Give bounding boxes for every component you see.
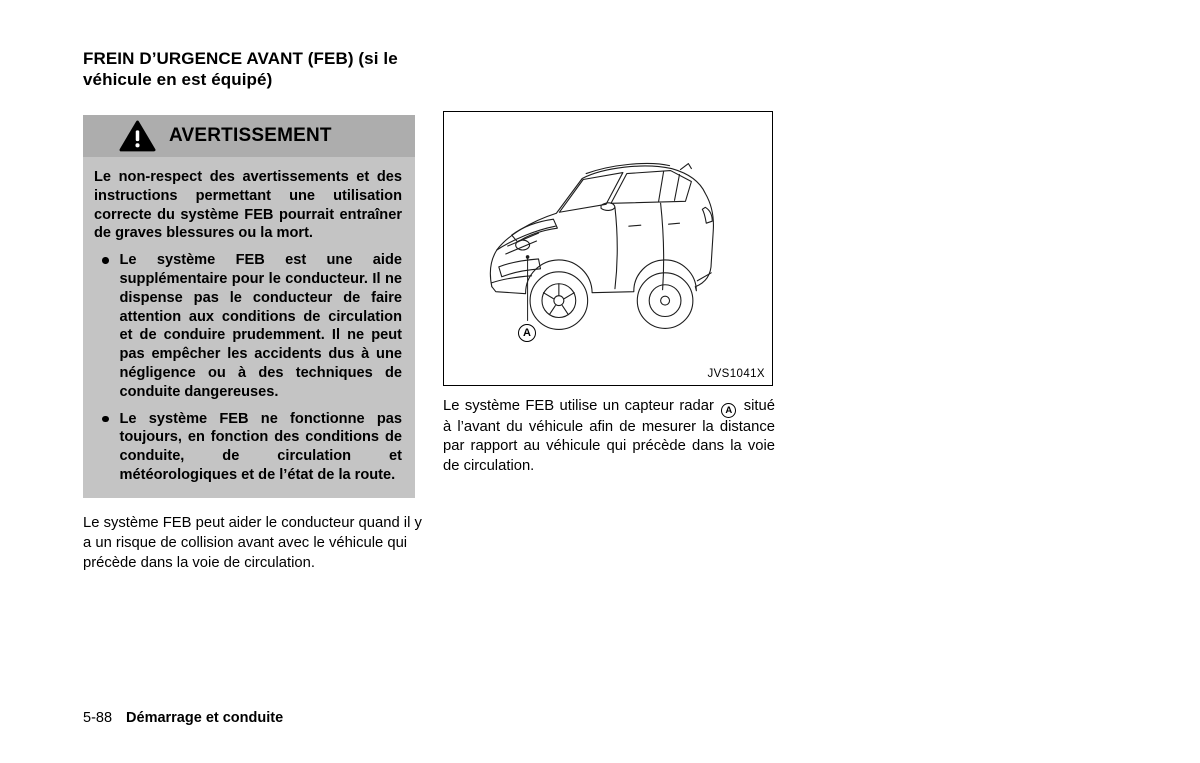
body-paragraph: Le système FEB peut aider le conducteur quand il y a un risque de collision avant avec le véhicule qui précède dans la voie de circulation. (83, 514, 422, 571)
warning-bullet-item (94, 251, 402, 401)
warning-header (83, 115, 415, 157)
bullet-dot-icon (102, 257, 109, 264)
callout-a-badge: A (518, 324, 536, 342)
page-number: 5-88 (83, 710, 113, 726)
warning-box (83, 115, 415, 498)
right-column (443, 111, 775, 476)
page-footer (83, 710, 283, 726)
figure-frame (443, 111, 773, 386)
page-title: FREIN D’URGENCE AVANT (FEB) (si le véhicule en est équipé) (83, 49, 398, 89)
warning-body (83, 157, 415, 498)
warning-intro-text: Le non-respect des avertissements et des instructions permettant une utilisation correcte du système FEB pourrait entraîner de graves blessures ou la mort. (94, 169, 402, 242)
warning-bullet-text: Le système FEB ne fonctionne pas toujours, en fonction des conditions de conduite, de circulation et météorologiques et de l’état de la route. (119, 410, 402, 483)
figure-code: JVS1041X (707, 368, 765, 380)
bullet-dot-icon (102, 416, 109, 423)
warning-title: AVERTISSEMENT (169, 125, 332, 146)
left-column (83, 48, 433, 573)
car-illustration (444, 112, 772, 385)
figure-caption-post: situé à l’avant du véhicule afin de mesurer la distance par rapport au véhicule qui précède dans la voie de circulation. (443, 398, 775, 474)
warning-bullet-item (94, 410, 402, 485)
warning-bullet-text: Le système FEB est une aide supplémentaire pour le conducteur. Il ne dispense pas le conducteur de faire attention aux conditions de circulation et de conduire prudemment. Il ne peut pas empêcher les accidents dus à une négligence ou à des techniques de conduite dangereuses. (119, 252, 402, 400)
figure-caption (443, 397, 775, 476)
inline-callout-a-icon: A (721, 403, 736, 418)
section-title: Démarrage et conduite (126, 710, 284, 726)
warning-triangle-icon (119, 120, 156, 153)
figure-caption-pre: Le système FEB utilise un capteur radar (443, 398, 714, 414)
